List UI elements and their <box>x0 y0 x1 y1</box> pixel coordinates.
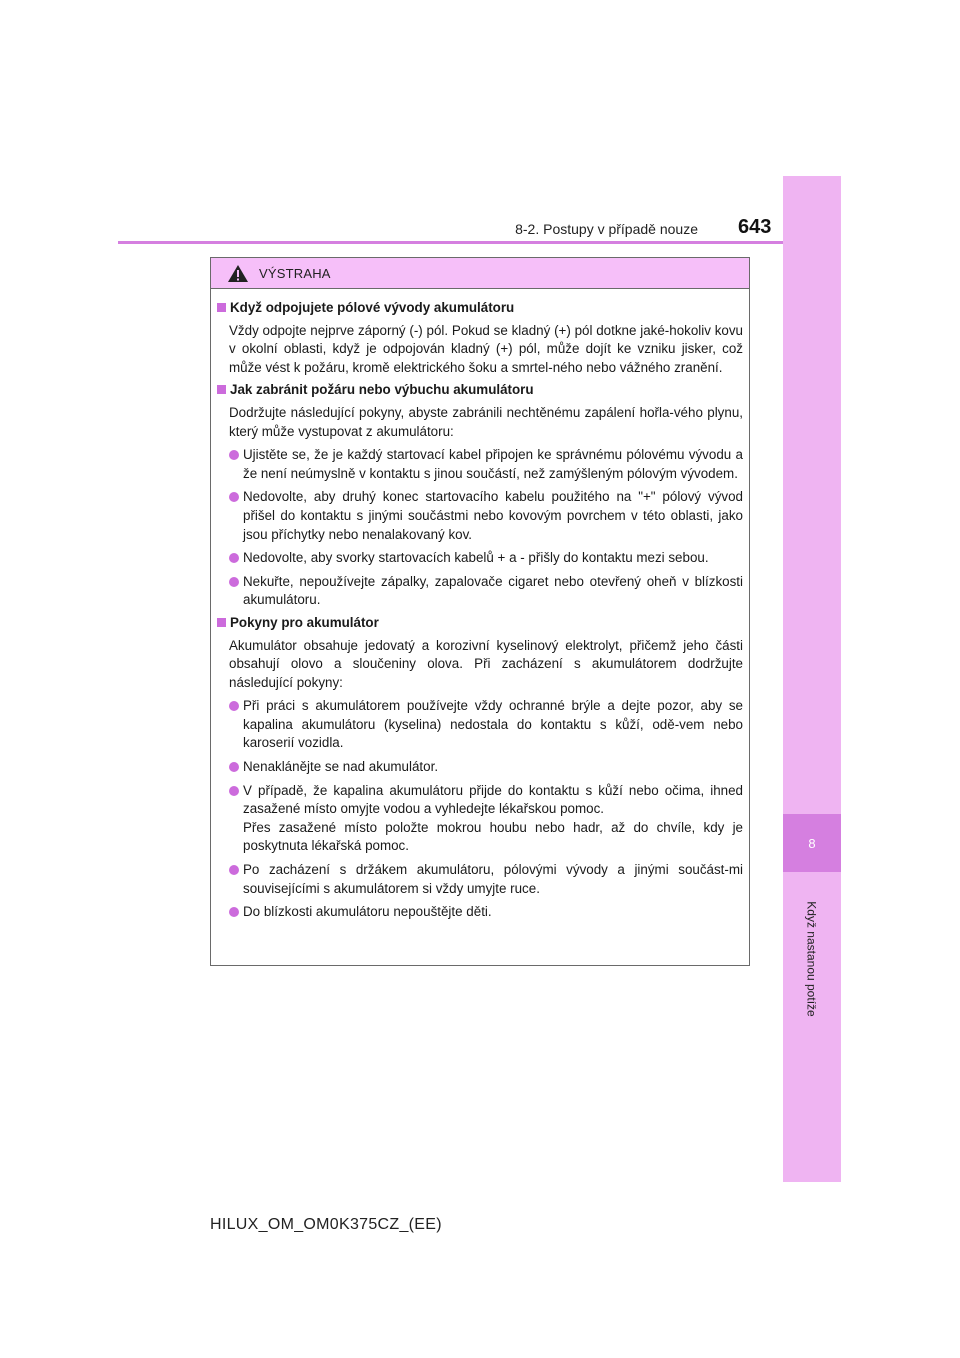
warning-section <box>217 299 743 377</box>
round-bullet-icon <box>229 553 239 563</box>
list-item <box>217 446 743 483</box>
round-bullet-icon <box>229 492 239 502</box>
section-text: Vždy odpojte nejprve záporný (-) pól. Pokud se kladný (+) pól dotkne jaké-hokoliv kovu v okolní oblasti, když je odpojován kladný (+) pól, může dojít ke vzniku jisker, což může vést k požáru, kromě elektrického šoku a smrtel-ného nebo vážného zranění. <box>229 322 743 375</box>
list-item <box>217 758 743 777</box>
list-item <box>217 903 743 922</box>
warning-triangle-icon <box>227 264 249 283</box>
round-bullet-icon <box>229 701 239 711</box>
warning-title: VÝSTRAHA <box>259 265 331 281</box>
warning-header <box>211 258 749 289</box>
section-heading-text: Pokyny pro akumulátor <box>230 614 379 630</box>
section-heading <box>217 299 743 318</box>
round-bullet-icon <box>229 450 239 460</box>
page-number: 643 <box>738 216 772 238</box>
list-item-text <box>243 861 743 898</box>
list-item <box>217 782 743 856</box>
round-bullet-icon <box>229 865 239 875</box>
round-bullet-icon <box>229 907 239 917</box>
list-item-paragraph: Nedovolte, aby svorky startovacích kabelů + a - přišly do kontaktu mezi sebou. <box>243 550 709 566</box>
list-item-text <box>243 697 743 753</box>
chapter-title: Když nastanou potíže <box>805 901 820 1017</box>
list-item-paragraph: Po zacházení s držákem akumulátoru, pólovými vývody a jinými součást-mi souvisejícími s akumulátorem si vždy umyjte ruce. <box>243 862 743 896</box>
warning-section <box>217 381 743 610</box>
list-item-text <box>243 782 743 856</box>
section-title: 8-2. Postupy v případě nouze <box>515 221 698 237</box>
round-bullet-icon <box>229 762 239 772</box>
square-bullet-icon <box>217 303 226 312</box>
section-heading <box>217 381 743 400</box>
square-bullet-icon <box>217 618 226 627</box>
list-item-paragraph: Přes zasažené místo položte mokrou houbu nebo hadr, až do chvíle, kdy je poskytnuta lékařská pomoc. <box>243 819 743 854</box>
list-item-text <box>243 488 743 544</box>
list-item-text <box>243 549 743 568</box>
document-code: HILUX_OM_OM0K375CZ_(EE) <box>210 1216 442 1233</box>
list-item <box>217 549 743 568</box>
section-text: Dodržujte následující pokyny, abyste zabránili nechtěnému zapálení hořla-vého plynu, který může vystupovat z akumulátoru: <box>229 404 743 439</box>
header-divider <box>118 241 783 244</box>
list-item <box>217 697 743 753</box>
list-item-text <box>243 573 743 610</box>
round-bullet-icon <box>229 786 239 796</box>
list-item <box>217 488 743 544</box>
round-bullet-icon <box>229 577 239 587</box>
warning-box <box>210 257 750 966</box>
list-item <box>217 861 743 898</box>
section-heading <box>217 614 743 633</box>
list-item-paragraph: Při práci s akumulátorem používejte vždy ochranné brýle a dejte pozor, aby se kapalina akumulátoru (kyselina) nedostala do kontaktu s kůží, odě-vem nebo karoserií vozidla. <box>243 698 743 751</box>
section-heading-text: Jak zabránit požáru nebo výbuchu akumulátoru <box>230 382 534 398</box>
list-item <box>217 573 743 610</box>
list-item-text <box>243 903 743 922</box>
list-item-paragraph: Ujistěte se, že je každý startovací kabel připojen ke správnému pólovému vývodu a že není neúmyslně v kontaktu s jinou součástí, než zamýšleným pólovým vývodem. <box>243 447 743 481</box>
section-heading-text: Když odpojujete pólové vývody akumulátoru <box>230 300 515 315</box>
section-text: Akumulátor obsahuje jedovatý a korozivní kyselinový elektrolyt, přičemž jeho části obsahují olovo a sloučeniny olova. Při zacházení s akumulátorem dodržujte následující pokyny: <box>229 637 743 690</box>
warning-body <box>211 289 749 922</box>
list-item-paragraph: Nenaklánějte se nad akumulátor. <box>243 759 439 775</box>
square-bullet-icon <box>217 385 226 394</box>
list-item-paragraph: V případě, že kapalina akumulátoru přijde do kontaktu s kůží nebo očima, ihned zasažené místo omyjte vodou a vyhledejte lékařskou pomoc. <box>243 782 743 817</box>
list-item-text <box>243 758 743 777</box>
warning-section <box>217 614 743 922</box>
chapter-number: 8 <box>783 814 841 872</box>
list-item-text <box>243 446 743 483</box>
list-item-paragraph: Nedovolte, aby druhý konec startovacího kabelu použitého na "+" pólový vývod přišel do kontaktu s jinými součástmi nebo kovovým povrchem v této oblasti, jako jsou příchytky nebo nenalakovaný kov. <box>243 489 743 542</box>
list-item-paragraph: Nekuřte, nepoužívejte zápalky, zapalovače cigaret nebo otevřený oheň v blízkosti akumulátoru. <box>243 573 743 608</box>
list-item-paragraph: Do blízkosti akumulátoru nepouštějte děti. <box>243 904 492 920</box>
